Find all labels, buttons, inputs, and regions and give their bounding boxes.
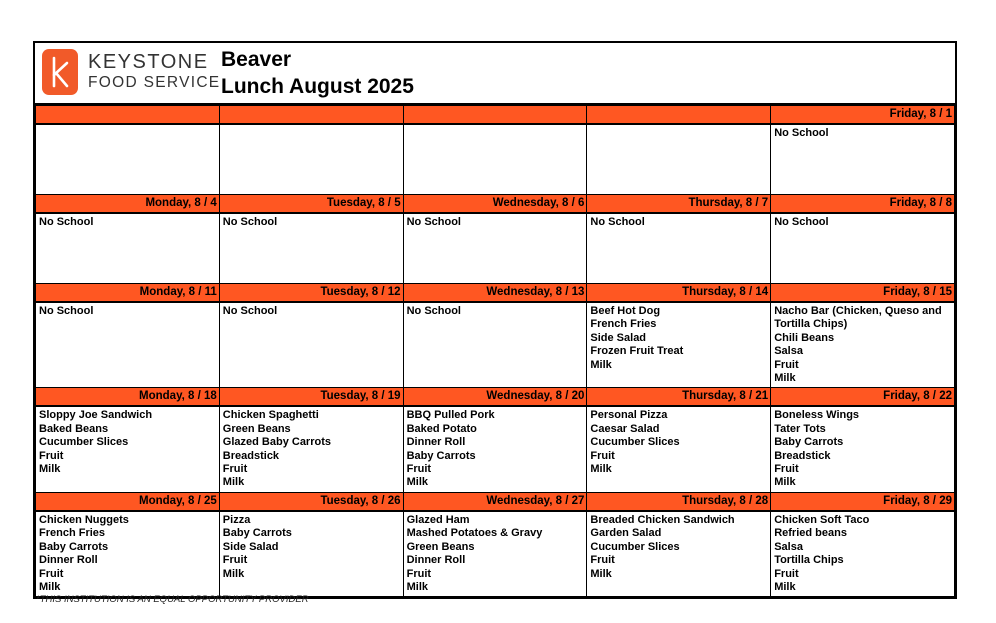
week-menu-row: [36, 406, 955, 492]
menu-item: Breaded Chicken Sandwich: [590, 513, 735, 526]
day-header: Wednesday, 8 / 13: [403, 284, 587, 303]
menu-item: Baby Carrots: [774, 436, 844, 449]
menu-item: Fruit: [590, 449, 615, 462]
menu-item: Frozen Fruit Treat: [590, 345, 684, 358]
menu-item: Milk: [39, 580, 61, 593]
menu-item: Fruit: [774, 463, 799, 476]
week-header-row: [36, 284, 955, 303]
week-header-row: [36, 492, 955, 511]
menu-item: Breadstick: [774, 449, 831, 462]
menu-item: Baby Carrots: [222, 527, 292, 540]
keystone-logo-icon: [42, 49, 78, 95]
day-header: Thursday, 8 / 14: [587, 284, 771, 303]
menu-item: Refried beans: [774, 527, 847, 540]
day-menu-cell: [587, 302, 771, 388]
menu-item: Fruit: [39, 567, 64, 580]
menu-item: French Fries: [590, 318, 657, 331]
day-menu-cell: [771, 511, 955, 597]
week-header-row: [36, 106, 955, 125]
menu-item: Tater Tots: [774, 422, 826, 435]
menu-item: Garden Salad: [590, 527, 662, 540]
menu-item: Cucumber Slices: [39, 436, 129, 449]
week-header-row: [36, 388, 955, 407]
day-menu-cell: [771, 302, 955, 388]
menu-calendar: [35, 105, 955, 597]
day-header: Thursday, 8 / 7: [587, 195, 771, 214]
brand-line-1: KEYSTONE: [88, 51, 209, 73]
day-header: [36, 106, 220, 125]
menu-item: Fruit: [590, 554, 615, 567]
menu-item: Fruit: [39, 449, 64, 462]
day-header: Tuesday, 8 / 5: [219, 195, 403, 214]
menu-item: Fruit: [774, 358, 799, 371]
day-header: Thursday, 8 / 21: [587, 388, 771, 407]
menu-item: Personal Pizza: [590, 409, 668, 422]
day-menu-cell: [403, 124, 587, 195]
day-menu-cell: [36, 406, 220, 492]
week-menu-row: [36, 213, 955, 284]
menu-item: Fruit: [222, 463, 248, 476]
week-menu-row: [36, 511, 955, 597]
menu-item: Baby Carrots: [39, 540, 109, 553]
day-menu-cell: [771, 406, 955, 492]
day-header: Monday, 8 / 18: [36, 388, 220, 407]
menu-item: Nacho Bar (Chicken, Queso and Tortilla Chips): [774, 305, 945, 331]
menu-item: Salsa: [774, 540, 803, 553]
menu-item: No School: [774, 216, 829, 228]
menu-item: Beef Hot Dog: [590, 305, 661, 317]
menu-item: Green Beans: [222, 422, 291, 435]
week-menu-row: [36, 124, 955, 195]
menu-item: Caesar Salad: [590, 422, 660, 435]
menu-item: French Fries: [39, 527, 106, 540]
menu-item: Breadstick: [222, 449, 280, 462]
menu-item: Milk: [590, 358, 612, 371]
menu-item: Milk: [406, 580, 428, 593]
menu-item: No School: [406, 305, 461, 317]
day-menu-cell: [219, 124, 403, 195]
menu-item: Milk: [406, 476, 428, 489]
menu-item: Fruit: [406, 567, 432, 580]
menu-item: Baked Potato: [406, 422, 477, 435]
menu-item: Dinner Roll: [39, 554, 98, 567]
day-menu-cell: [771, 124, 955, 195]
day-header: Thursday, 8 / 28: [587, 492, 771, 511]
brand-line-2: FOOD SERVICE: [88, 74, 221, 91]
day-header: Monday, 8 / 25: [36, 492, 220, 511]
day-header: Tuesday, 8 / 12: [219, 284, 403, 303]
week-header-row: [36, 195, 955, 214]
day-header: Friday, 8 / 15: [771, 284, 955, 303]
menu-item: Chili Beans: [774, 331, 835, 344]
school-name: Beaver: [221, 48, 292, 71]
menu-item: Baby Carrots: [406, 449, 476, 462]
day-menu-cell: [219, 213, 403, 284]
menu-item: No School: [590, 216, 645, 228]
menu-item: No School: [39, 305, 94, 317]
day-header: Monday, 8 / 4: [36, 195, 220, 214]
menu-item: No School: [406, 216, 461, 228]
day-header: Tuesday, 8 / 26: [219, 492, 403, 511]
menu-item: Fruit: [406, 463, 432, 476]
day-header: Wednesday, 8 / 6: [403, 195, 587, 214]
menu-item: No School: [39, 216, 94, 228]
day-header: Monday, 8 / 11: [36, 284, 220, 303]
day-menu-cell: [219, 511, 403, 597]
menu-item: No School: [222, 216, 278, 228]
menu-item: Milk: [39, 463, 61, 476]
menu-item: Mashed Potatoes & Gravy: [406, 527, 543, 540]
menu-item: Fruit: [222, 554, 248, 567]
menu-sheet: [33, 41, 957, 599]
menu-item: Milk: [222, 567, 245, 580]
menu-item: Pizza: [222, 513, 251, 526]
menu-item: Tortilla Chips: [774, 554, 844, 567]
menu-item: Milk: [774, 580, 796, 593]
day-menu-cell: [36, 213, 220, 284]
day-menu-cell: [219, 406, 403, 492]
menu-item: Chicken Nuggets: [39, 513, 129, 526]
menu-item: Dinner Roll: [406, 436, 466, 449]
menu-title: Lunch August 2025: [221, 75, 414, 98]
day-header: [587, 106, 771, 125]
day-header: Friday, 8 / 22: [771, 388, 955, 407]
menu-item: No School: [222, 305, 278, 317]
menu-item: Salsa: [774, 345, 803, 358]
menu-item: Baked Beans: [39, 422, 109, 435]
menu-item: Dinner Roll: [406, 554, 466, 567]
menu-item: BBQ Pulled Pork: [406, 409, 495, 422]
day-menu-cell: [219, 302, 403, 388]
day-header: Wednesday, 8 / 20: [403, 388, 587, 407]
menu-item: Sloppy Joe Sandwich: [39, 409, 153, 422]
day-menu-cell: [587, 213, 771, 284]
day-menu-cell: [403, 302, 587, 388]
day-header: Wednesday, 8 / 27: [403, 492, 587, 511]
menu-item: Glazed Baby Carrots: [222, 436, 331, 449]
menu-item: Chicken Soft Taco: [774, 513, 870, 526]
menu-header: [35, 43, 955, 105]
menu-item: Side Salad: [590, 331, 647, 344]
day-menu-cell: [403, 406, 587, 492]
day-menu-cell: [587, 511, 771, 597]
day-header: Friday, 8 / 1: [771, 106, 955, 125]
day-menu-cell: [587, 124, 771, 195]
menu-item: Cucumber Slices: [590, 436, 680, 449]
menu-item: Cucumber Slices: [590, 540, 680, 553]
menu-item: Side Salad: [222, 540, 279, 553]
brand-name: [88, 51, 220, 93]
menu-item: Milk: [590, 463, 612, 476]
day-header: Tuesday, 8 / 19: [219, 388, 403, 407]
menu-item: Fruit: [774, 567, 799, 580]
menu-item: Milk: [774, 476, 796, 489]
day-menu-cell: [403, 213, 587, 284]
footer-note: *THIS INSTITUTION IS AN EQUAL OPPORTUNITY PROVIDER: [36, 594, 309, 605]
page-title: [221, 46, 414, 100]
menu-item: Chicken Spaghetti: [222, 409, 319, 422]
day-menu-cell: [587, 406, 771, 492]
day-menu-cell: [36, 302, 220, 388]
menu-item: Milk: [774, 372, 796, 385]
day-header: Friday, 8 / 29: [771, 492, 955, 511]
menu-item: Milk: [222, 476, 245, 489]
day-header: [403, 106, 587, 125]
menu-item: Glazed Ham: [406, 513, 470, 526]
day-header: [219, 106, 403, 125]
week-menu-row: [36, 302, 955, 388]
menu-item: Milk: [590, 567, 612, 580]
day-menu-cell: [403, 511, 587, 597]
day-header: Friday, 8 / 8: [771, 195, 955, 214]
day-menu-cell: [771, 213, 955, 284]
menu-item: Boneless Wings: [774, 409, 860, 422]
menu-item: Green Beans: [406, 540, 475, 553]
day-menu-cell: [36, 511, 220, 597]
day-menu-cell: [36, 124, 220, 195]
menu-item: No School: [774, 127, 829, 139]
